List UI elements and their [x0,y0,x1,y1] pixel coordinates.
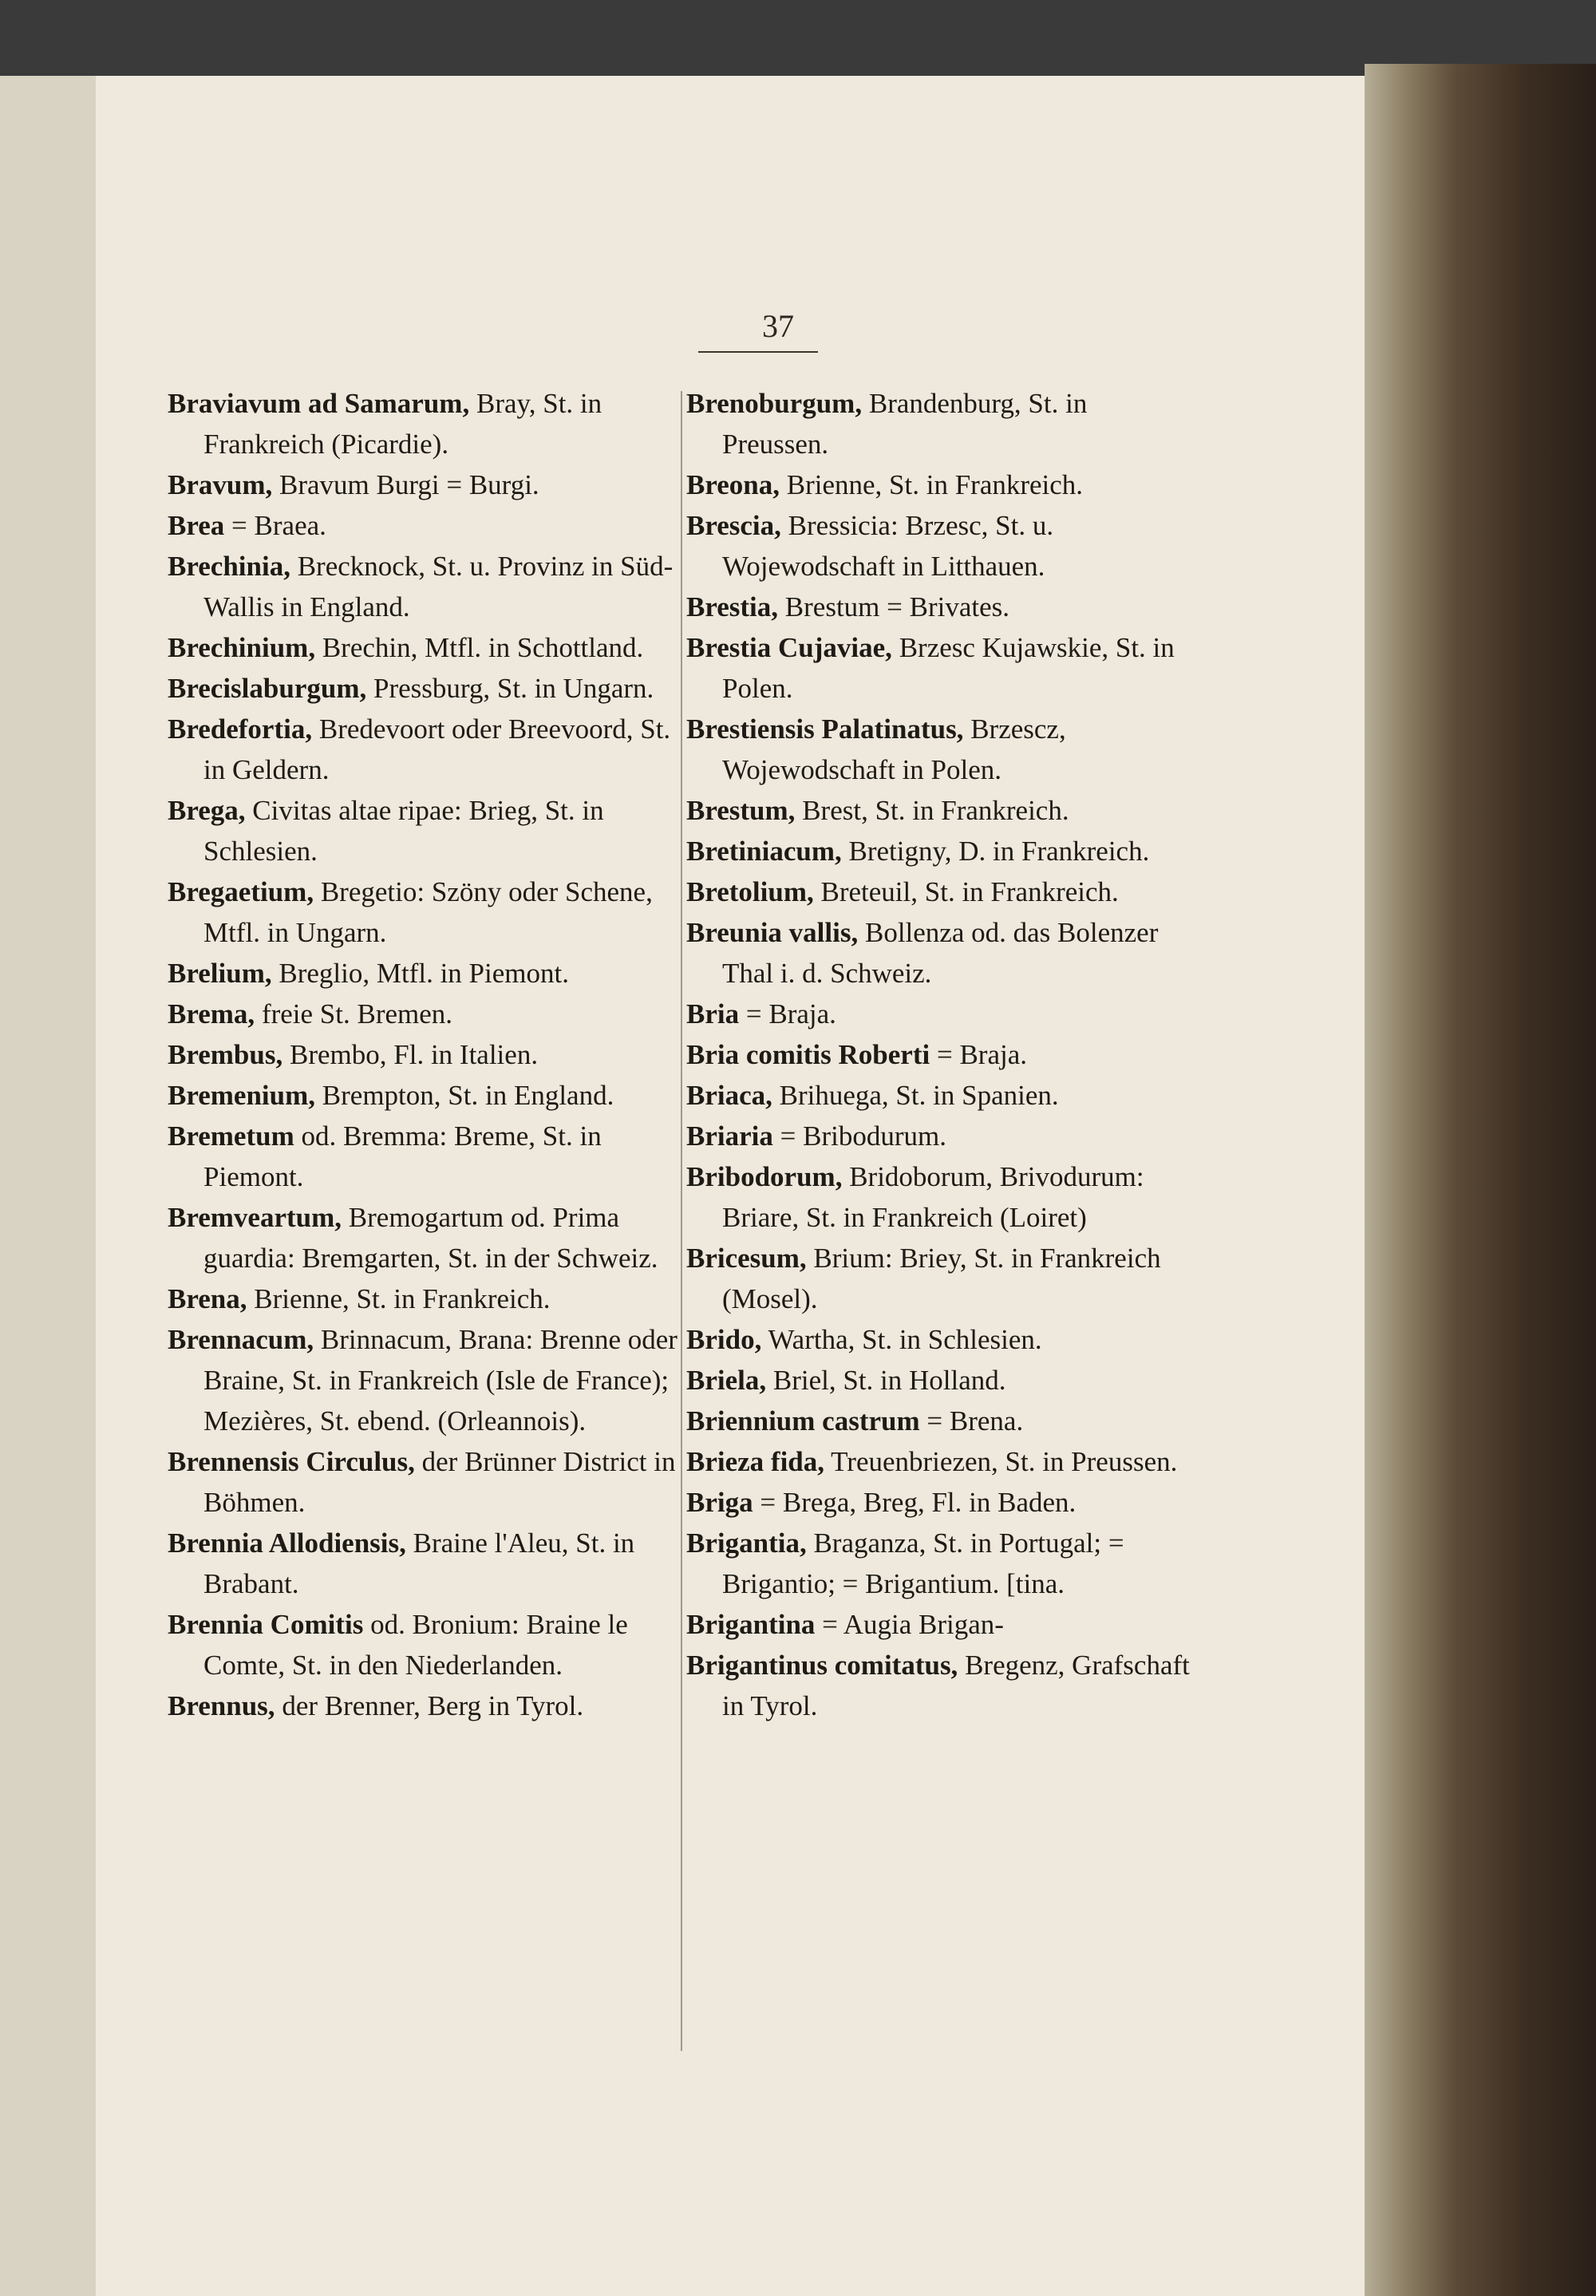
entry-headword: Brestia Cujaviae, [686,632,892,663]
entry-text: Civitas altae ripae: Brieg, St. in Schlesien. [203,795,604,867]
entry-text: Breteuil, St. in Frankreich. [820,876,1119,907]
dictionary-entry [168,546,678,627]
entry-headword: Brennensis Circulus, [168,1446,415,1477]
left-page-edge [0,76,96,2296]
dictionary-entry [686,1116,1197,1156]
dictionary-entry [168,1319,678,1441]
dictionary-entry [686,627,1197,709]
entry-text: Brechin, Mtfl. in Schottland. [322,632,644,663]
entry-text: Brinnacum, Brana: Brenne oder Braine, St. in Frankreich (Isle de France); Mezières, St. ebend. (Orleannois). [203,1324,678,1436]
dictionary-entry [686,994,1197,1034]
entry-text: Bressicia: Brzesc, St. u. Wojewodschaft in Litthauen. [722,510,1054,582]
dictionary-entry [168,668,678,709]
entry-text: Brienne, St. in Frankreich. [786,469,1084,500]
entry-headword: Brea [168,510,225,541]
header-rule [698,351,818,353]
dictionary-entry [686,1360,1197,1401]
entry-text: Brecknock, St. u. Provinz in Süd-Wallis in England. [203,551,674,622]
entry-text: Bravum Burgi = Burgi. [279,469,539,500]
entry-headword: Brechinia, [168,551,290,582]
entry-headword: Briaca, [686,1080,772,1111]
dictionary-entry [686,505,1197,587]
dictionary-entry [686,1238,1197,1319]
entry-text: Pressburg, St. in Ungarn. [373,673,654,704]
entry-headword: Brescia, [686,510,781,541]
entry-headword: Braviavum ad Samarum, [168,388,470,419]
dictionary-entry [168,1604,678,1685]
entry-text: = Braja. [745,998,836,1029]
entry-text: Breglio, Mtfl. in Piemont. [279,958,569,989]
entry-headword: Brestum, [686,795,796,826]
dictionary-entry [168,871,678,953]
entry-text: Treuenbriezen, St. in Preussen. [831,1446,1178,1477]
dictionary-entry [168,1034,678,1075]
entry-headword: Breona, [686,469,780,500]
entry-text: = Augia Brigan- [822,1609,1004,1640]
entry-text: Brandenburg, St. in Preussen. [722,388,1088,460]
entry-headword: Brennacum, [168,1324,314,1355]
dictionary-entry [686,1604,1197,1645]
page-number: 37 [762,308,794,344]
entry-headword: Brieza fida, [686,1446,825,1477]
entry-headword: Bremetum [168,1120,294,1152]
entry-headword: Brennia Allodiensis, [168,1527,406,1559]
entry-headword: Brelium, [168,958,272,989]
entry-text: Briel, St. in Holland. [772,1365,1006,1396]
dictionary-entry [168,709,678,790]
entry-text: = Bribodurum. [780,1120,946,1152]
dictionary-entry [686,464,1197,505]
dictionary-entry [686,831,1197,871]
dictionary-entry [168,790,678,871]
entry-text: Bregetio: Szöny oder Schene, Mtfl. in Ungarn. [203,876,653,948]
entry-text: freie St. Bremen. [261,998,453,1029]
dictionary-entry [686,1523,1197,1604]
entry-headword: Brennia Comitis [168,1609,364,1640]
entry-headword: Brechinium, [168,632,316,663]
entry-text: = Braja. [936,1039,1028,1070]
entry-text: Brest, St. in Frankreich. [802,795,1069,826]
entry-headword: Bribodorum, [686,1161,843,1192]
entry-text: Bremogartum od. Prima guardia: Bremgarten, St. in der Schweiz. [203,1202,658,1274]
entry-text: der Brenner, Berg in Tyrol. [282,1690,584,1721]
entry-headword: Briennium castrum [686,1405,920,1436]
dictionary-entry [686,1441,1197,1482]
entry-headword: Bredefortia, [168,713,313,745]
entry-text: = Braea. [231,510,326,541]
dictionary-entry [168,1441,678,1523]
dictionary-entry [686,1401,1197,1441]
dictionary-entry [686,1156,1197,1238]
entry-text: Brempton, St. in England. [322,1080,614,1111]
column-divider [681,391,682,2051]
entry-headword: Briga [686,1487,753,1518]
entry-text: Bollenza od. das Bolenzer Thal i. d. Schweiz. [722,917,1159,989]
dictionary-entry [168,994,678,1034]
entry-headword: Brembus, [168,1039,283,1070]
entry-text: Wartha, St. in Schlesien. [768,1324,1042,1355]
dictionary-entry [168,953,678,994]
dictionary-entry [686,1645,1197,1726]
dictionary-entry [686,790,1197,831]
entry-headword: Breunia vallis, [686,917,859,948]
dictionary-entry [168,627,678,668]
entry-headword: Briela, [686,1365,767,1396]
dictionary-entry [686,912,1197,994]
entry-text: Bretigny, D. in Frankreich. [848,836,1150,867]
entry-text: od. Bronium: Braine le Comte, St. in den Niederlanden. [203,1609,628,1681]
entry-text: = Brega, Breg, Fl. in Baden. [760,1487,1077,1518]
dictionary-entry [168,464,678,505]
entry-text: der Brünner District in Böhmen. [203,1446,676,1518]
dictionary-entry [686,709,1197,790]
entry-text: Bredevoort oder Breevoord, St. in Geldern. [203,713,671,785]
dictionary-entry [686,871,1197,912]
entry-text: Braine l'Aleu, St. in Brabant. [203,1527,635,1599]
entry-headword: Brigantinus comitatus, [686,1650,958,1681]
dictionary-entry [168,1075,678,1116]
entry-text: = Brena. [926,1405,1024,1436]
entry-text: Bregenz, Grafschaft in Tyrol. [722,1650,1190,1721]
dictionary-entry [686,383,1197,464]
entry-headword: Bria [686,998,740,1029]
dictionary-entry [168,383,678,464]
entry-text: Brihuega, St. in Spanien. [779,1080,1059,1111]
entry-headword: Brega, [168,795,246,826]
left-column [168,383,678,1726]
entry-text: Brzescz, Wojewodschaft in Polen. [722,713,1066,785]
entry-headword: Bremenium, [168,1080,316,1111]
entry-headword: Bremveartum, [168,1202,342,1233]
entry-headword: Brigantina [686,1609,816,1640]
dictionary-entry [168,1197,678,1278]
entry-headword: Brido, [686,1324,762,1355]
entry-headword: Brecislaburgum, [168,673,367,704]
entry-headword: Brestiensis Palatinatus, [686,713,964,745]
entry-headword: Brestia, [686,591,779,622]
dictionary-entry [686,1482,1197,1523]
entry-headword: Brena, [168,1283,247,1314]
entry-text: od. Bremma: Breme, St. in Piemont. [203,1120,602,1192]
entry-headword: Bretolium, [686,876,814,907]
dictionary-entry [168,1685,678,1726]
right-column [686,383,1197,1726]
entry-headword: Bravum, [168,469,273,500]
entry-headword: Briaria [686,1120,773,1152]
entry-headword: Brennus, [168,1690,275,1721]
entry-text: Brzesc Kujawskie, St. in Polen. [722,632,1175,704]
entry-text: Brienne, St. in Frankreich. [254,1283,551,1314]
entry-headword: Brenoburgum, [686,388,863,419]
book-page [96,76,1365,2296]
entry-text: Brestum = Brivates. [784,591,1010,622]
entry-text: Brembo, Fl. in Italien. [290,1039,539,1070]
dictionary-entry [686,1034,1197,1075]
book-spine [1365,64,1596,2296]
dictionary-entry [686,1319,1197,1360]
entry-headword: Bria comitis Roberti [686,1039,930,1070]
dictionary-entry [686,1075,1197,1116]
entry-headword: Bretiniacum, [686,836,842,867]
dictionary-entry [168,1278,678,1319]
entry-text: Brium: Briey, St. in Frankreich (Mosel). [722,1243,1161,1314]
dictionary-entry [168,1523,678,1604]
dictionary-entry [686,587,1197,627]
dictionary-entry [168,505,678,546]
entry-headword: Brigantia, [686,1527,807,1559]
entry-headword: Brema, [168,998,255,1029]
entry-text: Bridoborum, Brivodurum: Briare, St. in Frankreich (Loiret) [722,1161,1144,1233]
entry-headword: Bricesum, [686,1243,807,1274]
entry-headword: Bregaetium, [168,876,314,907]
dictionary-entry [168,1116,678,1197]
entry-text: Braganza, St. in Portugal; = Brigantio; = Brigantium. [tina. [722,1527,1124,1599]
entry-text: Bray, St. in Frankreich (Picardie). [203,388,602,460]
